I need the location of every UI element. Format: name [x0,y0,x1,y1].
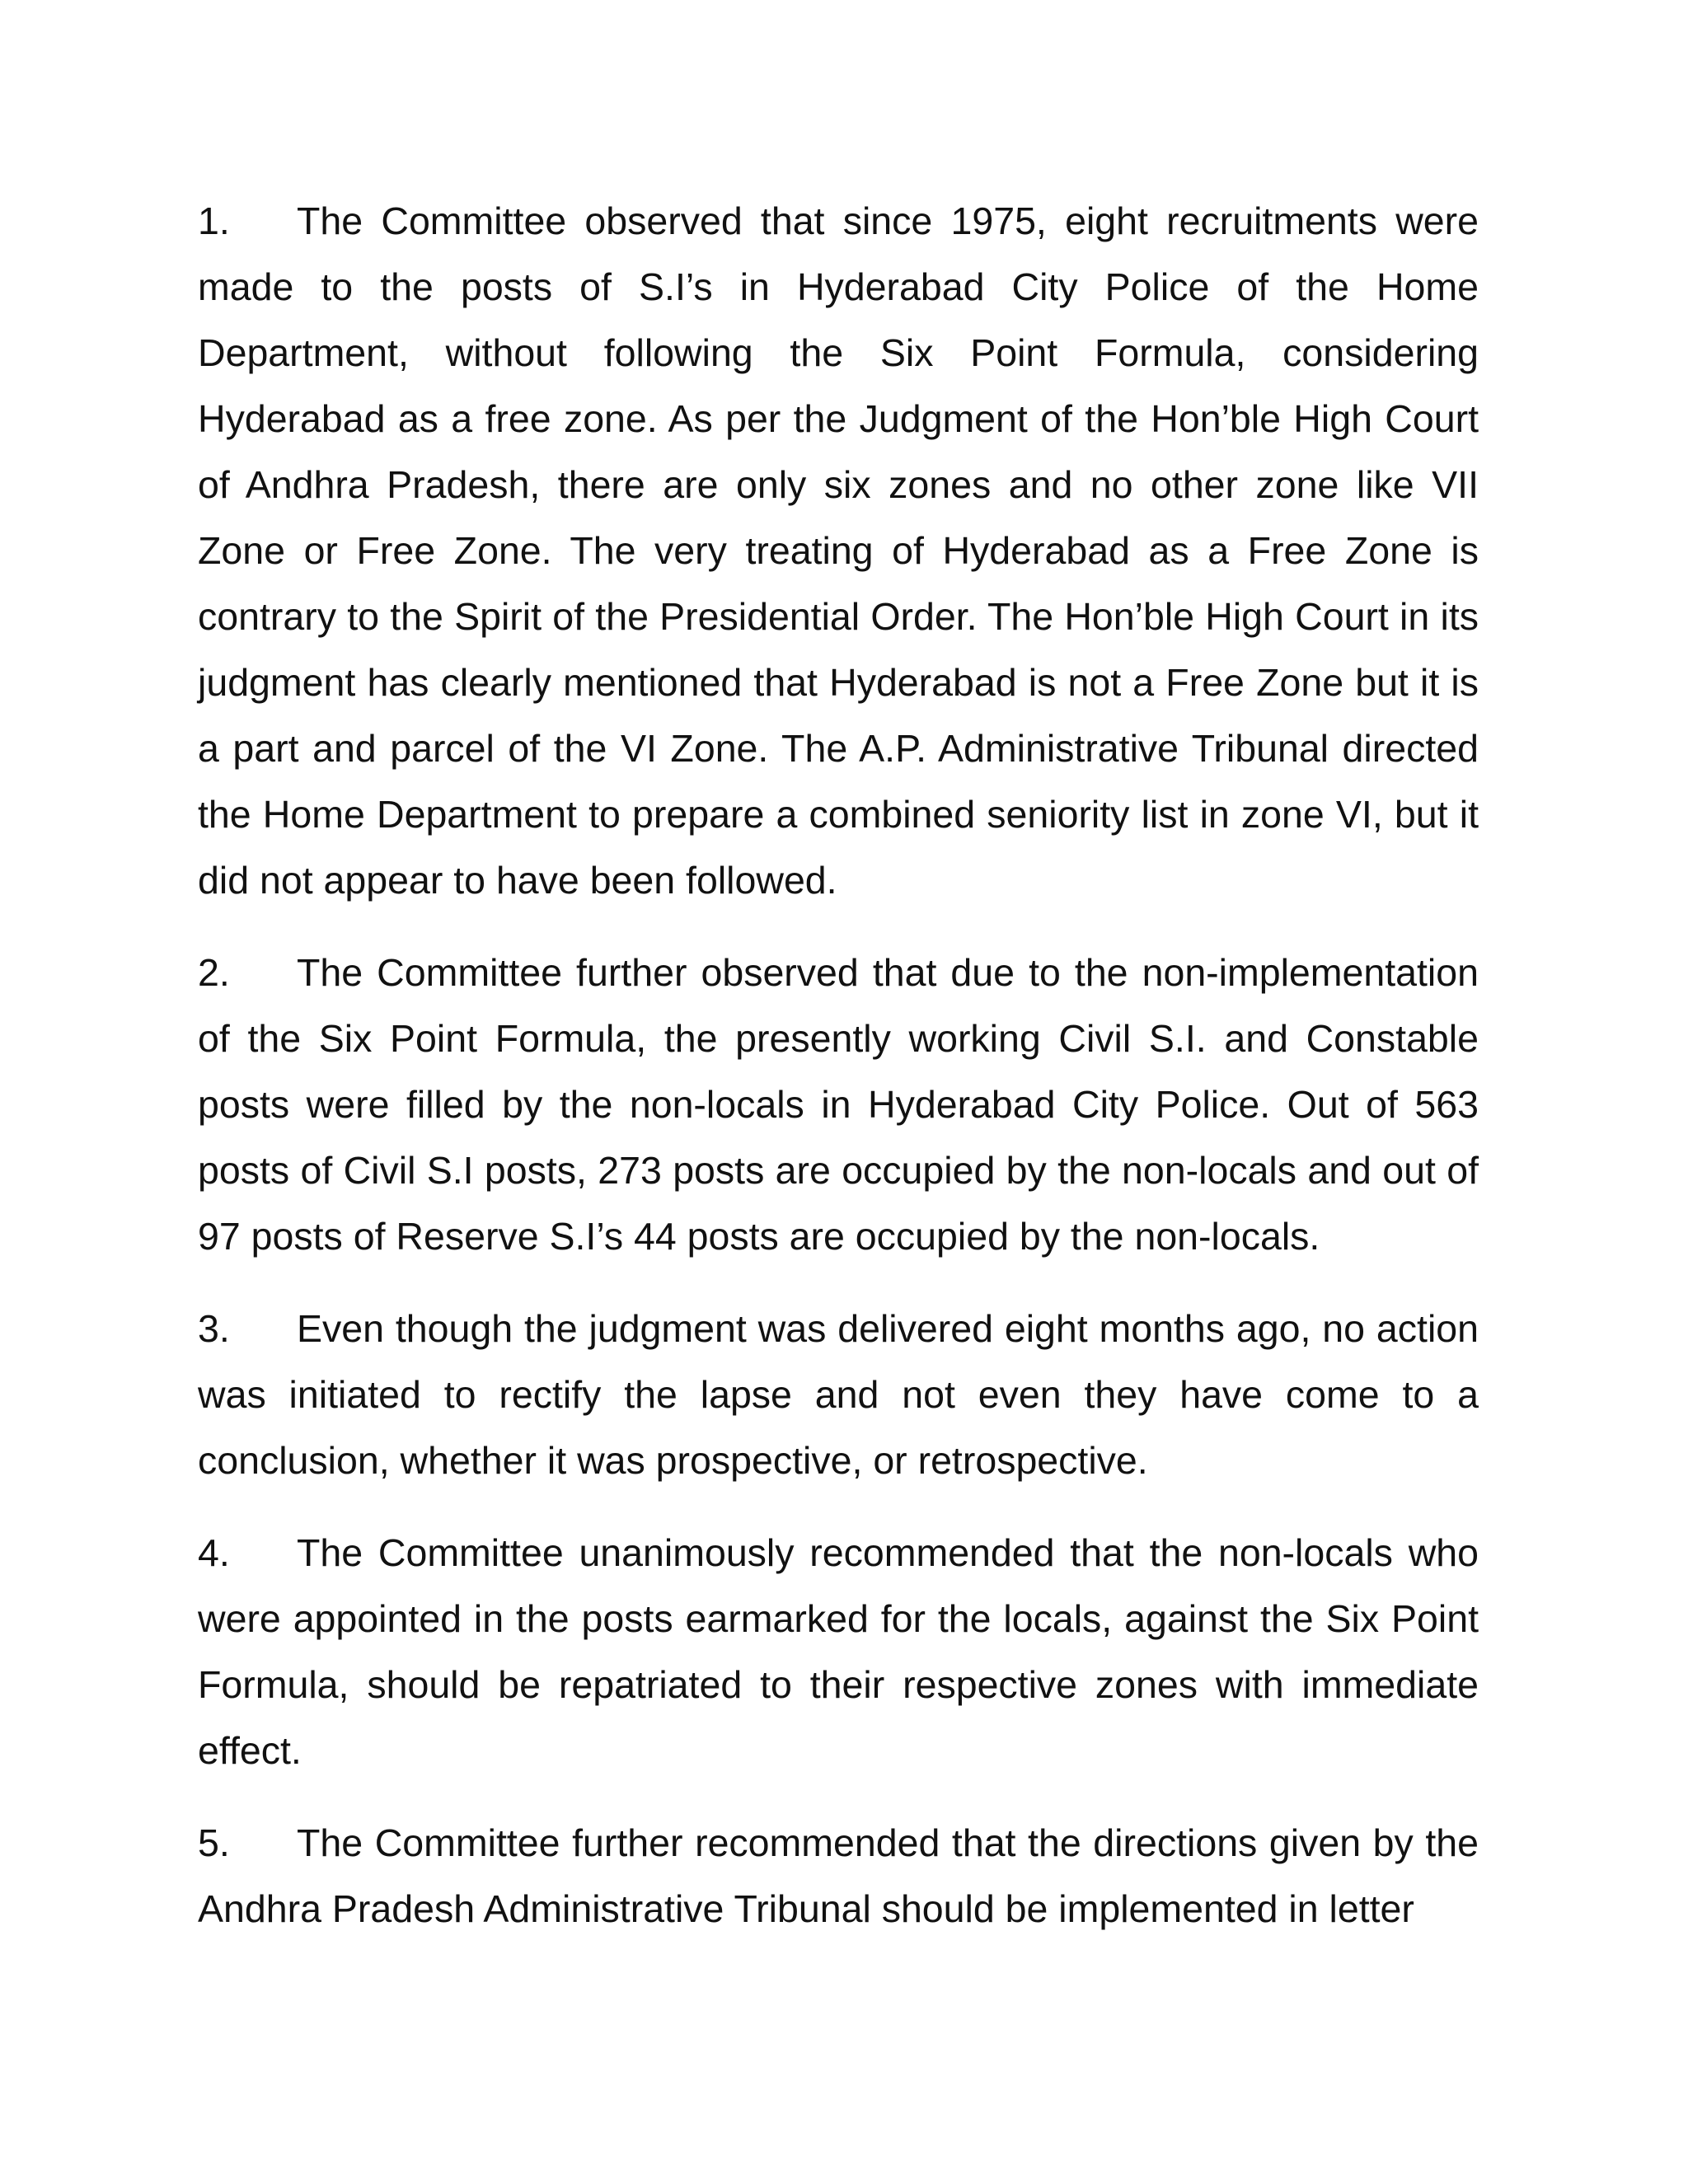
paragraph-1 [198,188,1479,913]
paragraph-text: Even though the judgment was delivered eight months ago, no action was initiated to rectify the lapse and not even they have come to a conclusion, whether it was prospective, or retrospective. [198,1307,1479,1482]
document-body [198,188,1479,1968]
paragraph-4 [198,1520,1479,1783]
paragraph-2 [198,940,1479,1269]
paragraph-number: 4. [198,1531,230,1574]
paragraph-number: 3. [198,1307,230,1350]
paragraph-number: 1. [198,199,230,242]
paragraph-3 [198,1296,1479,1493]
paragraph-text: The Committee further observed that due to the non-implementation of the Six Point Formula, the presently working Civil S.I. and Constable posts were filled by the non-locals in Hyderabad City Police. Out of 563 posts of Civil S.I posts, 273 posts are occupied by the non-locals and out of 97 posts of Reserve S.I’s 44 posts are occupied by the non-locals. [198,951,1479,1258]
paragraph-text: The Committee unanimously recommended that the non-locals who were appointed in the posts earmarked for the locals, against the Six Point Formula, should be repatriated to their respective zones with immediate effect. [198,1531,1479,1772]
paragraph-5 [198,1810,1479,1942]
paragraph-number: 2. [198,951,230,994]
paragraph-text: The Committee observed that since 1975, eight recruitments were made to the posts of S.I’s in Hyderabad City Police of the Home Department, without following the Six Point Formula, considering Hyderabad as a free zone. As per the Judgment of the Hon’ble High Court of Andhra Pradesh, there are only six zones and no other zone like VII Zone or Free Zone. The very treating of Hyderabad as a Free Zone is contrary to the Spirit of the Presidential Order. The Hon’ble High Court in its judgment has clearly mentioned that Hyderabad is not a Free Zone but it is a part and parcel of the VI Zone. The A.P. Administrative Tribunal directed the Home Department to prepare a combined seniority list in zone VI, but it did not appear to have been followed. [198,199,1479,902]
paragraph-number: 5. [198,1821,230,1864]
paragraph-text: The Committee further recommended that the directions given by the Andhra Pradesh Administrative Tribunal should be implemented in letter [198,1821,1479,1930]
